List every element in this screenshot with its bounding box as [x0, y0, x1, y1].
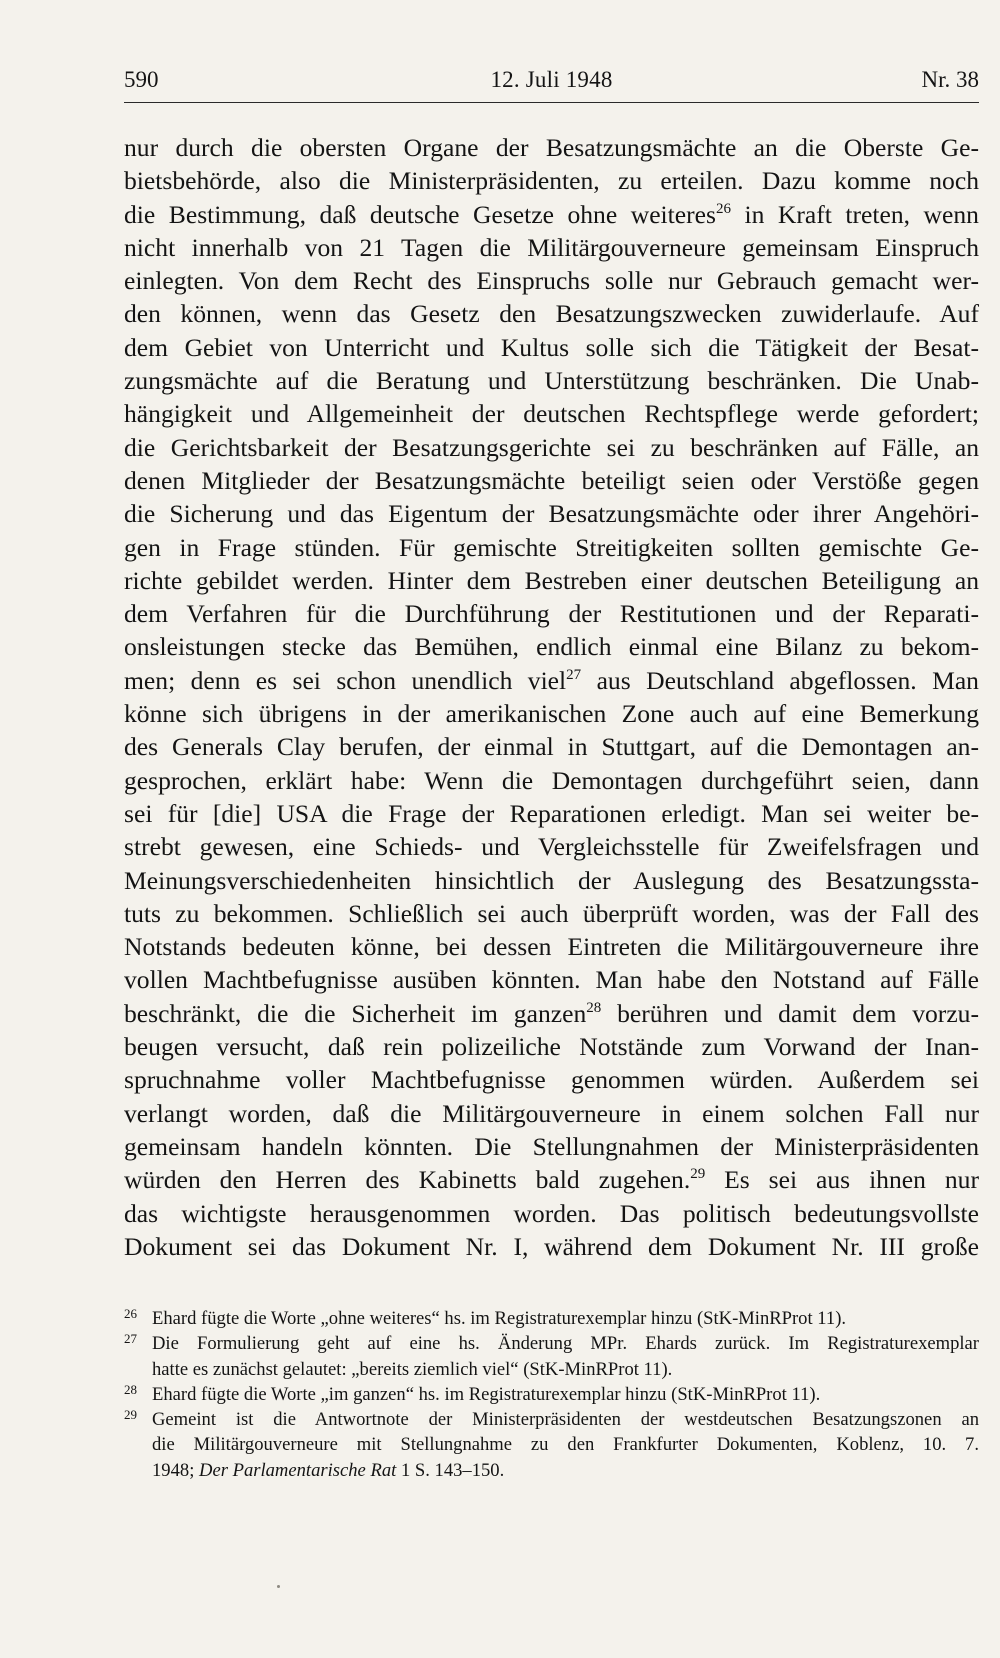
- footnote-number: 29: [124, 1407, 137, 1423]
- text-line: Notstands bedeuten könne, bei dessen Eintreten die Militärgouverneure ihre: [124, 932, 979, 962]
- footnote-ref[interactable]: 28: [586, 999, 602, 1016]
- text-line: [124, 664, 979, 697]
- text-line: gemeinsam handeln könnten. Die Stellungnahmen der Ministerpräsidenten: [124, 1131, 979, 1161]
- footnote-line: Ehard fügte die Worte „im ganzen“ hs. im Registraturexemplar hinzu (StK-MinRProt 11).: [152, 1383, 821, 1405]
- text-line: beugen versucht, daß rein polizeiliche Notstände zum Vorwand der Inan-: [124, 1032, 979, 1062]
- text-line: den können, wenn das Gesetz den Besatzungszwecken zuwiderlaufe. Auf: [124, 299, 979, 329]
- text-line: die Sicherung und das Eigentum der Besatzungsmächte oder ihrer Angehöri-: [124, 499, 979, 529]
- text-line: sei für [die] USA die Frage der Reparationen erledigt. Man sei weiter be-: [124, 798, 979, 828]
- text-line: gesprochen, erklärt habe: Wenn die Demontagen durchgeführt seien, dann: [124, 765, 979, 795]
- book-title: Der Parlamentarische Rat: [199, 1459, 397, 1481]
- text-line: Meinungsverschiedenheiten hinsichtlich der Auslegung des Besatzungssta-: [124, 865, 979, 895]
- text-line: nicht innerhalb von 21 Tagen die Militärgouverneure gemeinsam Einspruch: [124, 232, 979, 262]
- text-line: tuts zu bekommen. Schließlich sei auch überprüft worden, was der Fall des: [124, 898, 979, 928]
- text-line: die Gerichtsbarkeit der Besatzungsgerichte sei zu beschränken auf Fälle, an: [124, 432, 979, 462]
- text-line: onsleistungen stecke das Bemühen, endlich einmal eine Bilanz zu bekom-: [124, 632, 979, 662]
- footnote-segment: 1 S. 143–150.: [396, 1459, 505, 1481]
- text-line: hängigkeit und Allgemeinheit der deutschen Rechtspflege werde gefordert;: [124, 399, 979, 429]
- footnote-28: [124, 1382, 979, 1407]
- footnote-line: Die Formulierung geht auf eine hs. Änderung MPr. Ehards zurück. Im Registraturexemplar: [152, 1333, 979, 1355]
- text-line: spruchnahme voller Machtbefugnisse genommen würden. Außerdem sei: [124, 1065, 979, 1095]
- text-segment: würden den Herren des Kabinetts bald zugehen.: [124, 1165, 691, 1195]
- footnote-line: [152, 1458, 979, 1483]
- text-line: könne sich übrigens in der amerikanischen Zone auch auf eine Bemerkung: [124, 699, 979, 729]
- footnote-ref[interactable]: 27: [566, 666, 582, 683]
- text-line: vollen Machtbefugnisse ausüben könnten. Man habe den Notstand auf Fälle: [124, 965, 979, 995]
- text-line: [124, 1163, 979, 1196]
- paper-speck: [277, 1585, 280, 1588]
- text-segment: Es sei aus ihnen nur: [705, 1165, 979, 1195]
- text-segment: berühren und damit dem vorzu-: [601, 998, 979, 1028]
- text-line: dem Gebiet von Unterricht und Kultus solle sich die Tätigkeit der Besat-: [124, 332, 979, 362]
- footnote-number: 28: [124, 1381, 137, 1397]
- header-rule: [124, 102, 979, 103]
- footnote-text: [152, 1382, 979, 1407]
- footnote-number: 27: [124, 1331, 137, 1347]
- text-line: bietsbehörde, also die Ministerpräsidenten, zu erteilen. Dazu komme noch: [124, 166, 979, 196]
- footnote-29: [124, 1407, 979, 1483]
- text-line: des Generals Clay berufen, der einmal in Stuttgart, auf die Demontagen an-: [124, 732, 979, 762]
- text-line: dem Verfahren für die Durchführung der Restitutionen und der Reparati-: [124, 599, 979, 629]
- footnote-line: die Militärgouverneure mit Stellungnahme zu den Frankfurter Dokumenten, Koblenz, 10. 7.: [152, 1434, 979, 1456]
- text-line: verlangt worden, daß die Militärgouverneure in einem solchen Fall nur: [124, 1098, 979, 1128]
- footnote-26: [124, 1306, 979, 1331]
- text-line: gen in Frage stünden. Für gemischte Streitigkeiten sollten gemischte Ge-: [124, 532, 979, 562]
- text-segment: men; denn es sei schon unendlich viel: [124, 665, 567, 695]
- text-segment: in Kraft treten, wenn: [730, 199, 979, 229]
- footnote-line: Gemeint ist die Antwortnote der Ministerpräsidenten der westdeutschen Besatzungszonen an: [152, 1409, 979, 1431]
- footnote-text: [152, 1331, 979, 1382]
- text-line: richte gebildet werden. Hinter dem Bestreben einer deutschen Beteiligung an: [124, 565, 979, 595]
- text-line: strebt gewesen, eine Schieds- und Vergleichsstelle für Zweifelsfragen und: [124, 832, 979, 862]
- text-line: [124, 997, 979, 1030]
- text-line: denen Mitglieder der Besatzungsmächte beteiligt seien oder Verstöße gegen: [124, 465, 979, 495]
- body-text: [124, 131, 979, 1263]
- document-number: Nr. 38: [921, 67, 979, 92]
- footnote-text: [152, 1306, 979, 1331]
- footnote-segment: 1948;: [152, 1459, 200, 1481]
- text-line: [124, 198, 979, 231]
- footnotes: [124, 1306, 979, 1483]
- footnote-ref[interactable]: 26: [715, 200, 731, 217]
- text-line: das wichtigste herausgenommen worden. Das politisch bedeutungsvollste: [124, 1198, 979, 1228]
- text-segment: aus Deutschland abgeflossen. Man: [581, 665, 979, 695]
- running-header: [124, 64, 979, 100]
- text-line: einlegten. Von dem Recht des Einspruchs solle nur Gebrauch gemacht wer-: [124, 266, 979, 296]
- footnote-line: hatte es zunächst gelautet: „bereits ziemlich viel“ (StK-MinRProt 11).: [152, 1358, 673, 1380]
- page-number: 590: [124, 67, 159, 92]
- footnote-27: [124, 1331, 979, 1382]
- footnote-text: [152, 1407, 979, 1483]
- header-date: 12. Juli 1948: [490, 67, 613, 92]
- text-segment: die Bestimmung, daß deutsche Gesetze ohne weiteres: [124, 199, 716, 229]
- text-line: Dokument sei das Dokument Nr. I, während dem Dokument Nr. III große: [124, 1231, 979, 1261]
- text-segment: beschränkt, die die Sicherheit im ganzen: [124, 998, 587, 1028]
- text-line: nur durch die obersten Organe der Besatzungsmächte an die Oberste Ge-: [124, 133, 979, 162]
- footnote-line: Ehard fügte die Worte „ohne weiteres“ hs. im Registraturexemplar hinzu (StK-MinRProt 11).: [152, 1308, 847, 1329]
- footnote-number: 26: [124, 1306, 137, 1321]
- text-line: zungsmächte auf die Beratung und Unterstützung beschränken. Die Unab-: [124, 366, 979, 396]
- footnote-ref[interactable]: 29: [690, 1166, 706, 1183]
